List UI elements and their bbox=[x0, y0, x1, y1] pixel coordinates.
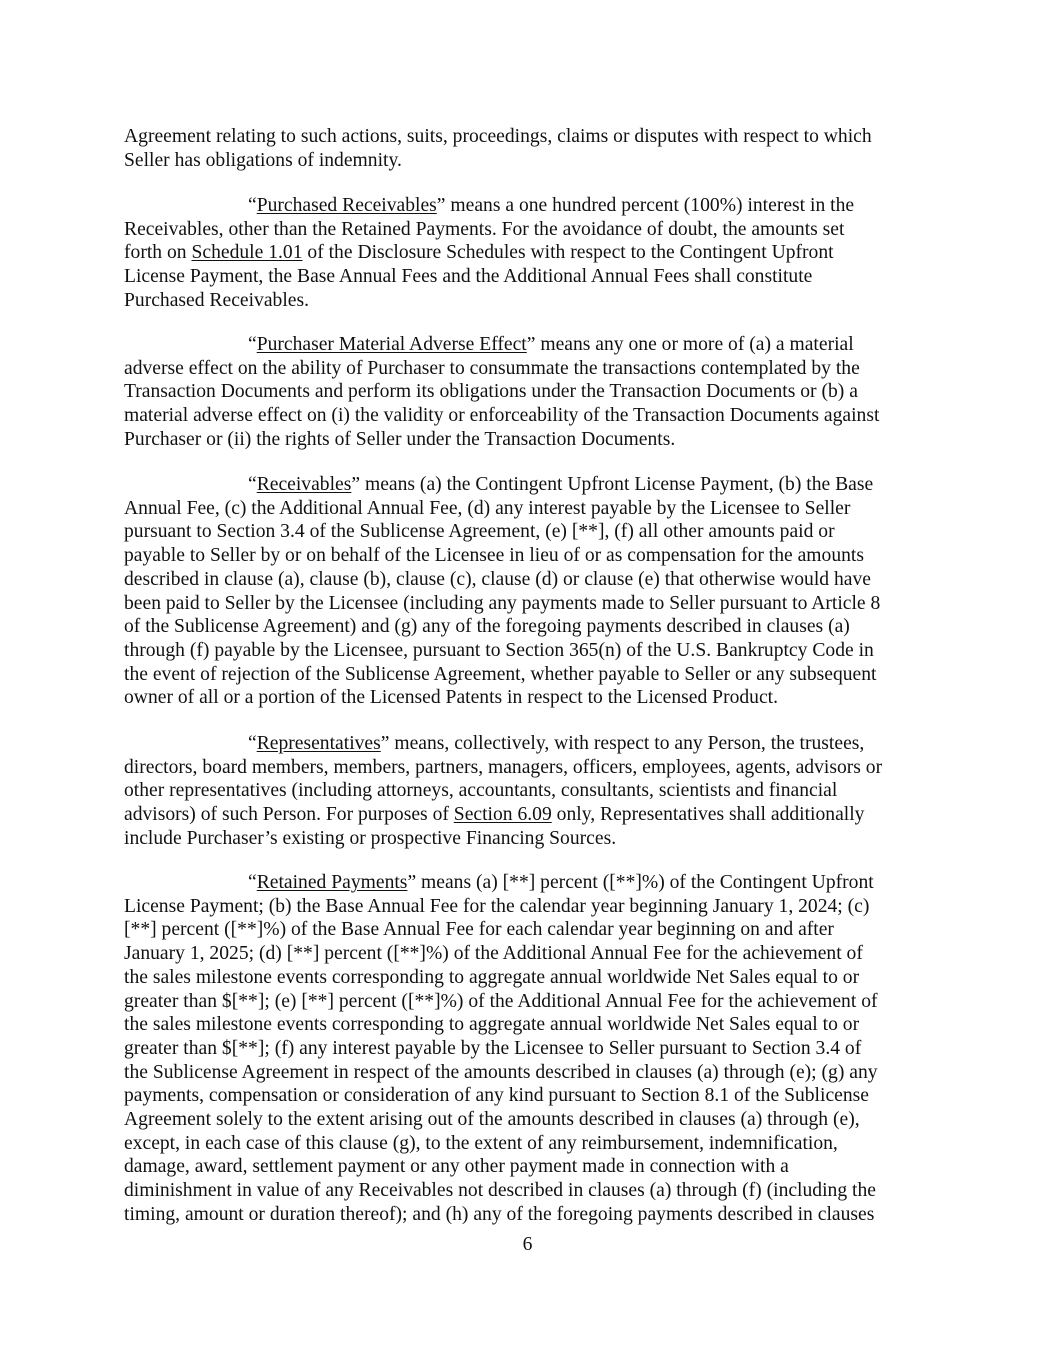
definition-purchaser-material-adverse-effect bbox=[124, 333, 930, 452]
text-segment: of the Disclosure Schedules with respect to the Contingent Upfront bbox=[302, 242, 834, 264]
text-line: owner of all or a portion of the Licensed Patents in respect to the Licensed Product. bbox=[124, 687, 779, 709]
text-line: pursuant to Section 3.4 of the Sublicense Agreement, (e) [**], (f) all other amounts paid or bbox=[124, 521, 835, 543]
definition-text: ” means (a) [**] percent ([**]%) of the Contingent Upfront bbox=[407, 872, 874, 893]
text-segment: only, Representatives shall additionally bbox=[551, 804, 865, 826]
text-line: payments, compensation or consideration of any kind pursuant to Section 8.1 of the Sublicense bbox=[124, 1085, 869, 1107]
definition-text: ” means any one or more of (a) a material bbox=[526, 334, 854, 355]
defined-term: Receivables bbox=[256, 474, 352, 495]
text-line: damage, award, settlement payment or any other payment made in connection with a bbox=[124, 1156, 789, 1178]
defined-term: Purchaser Material Adverse Effect bbox=[256, 334, 527, 355]
text-line: timing, amount or duration thereof); and (h) any of the foregoing payments described in clauses bbox=[124, 1203, 875, 1225]
text-line bbox=[124, 803, 930, 827]
text-line: Agreement relating to such actions, suits, proceedings, claims or disputes with respect to which bbox=[124, 126, 872, 147]
defined-term: Representatives bbox=[256, 733, 381, 754]
text-line: the Sublicense Agreement in respect of the amounts described in clauses (a) through (e); (g) any bbox=[124, 1061, 878, 1083]
text-line: [**] percent ([**]%) of the Base Annual Fee for each calendar year beginning on and after bbox=[124, 919, 834, 941]
definition-representatives bbox=[124, 732, 930, 851]
text-line: other representatives (including attorneys, accountants, consultants, scientists and financial bbox=[124, 780, 838, 802]
text-line: License Payment; (b) the Base Annual Fee for the calendar year beginning January 1, 2024; (c) bbox=[124, 895, 870, 917]
text-line: adverse effect on the ability of Purchaser to consummate the transactions contemplated by the bbox=[124, 357, 860, 379]
text-line: the sales milestone events corresponding to aggregate annual worldwide Net Sales equal to or bbox=[124, 1014, 860, 1036]
text-line: material adverse effect on (i) the validity or enforceability of the Transaction Documents against bbox=[124, 405, 880, 427]
text-segment: advisors) of such Person. For purposes of bbox=[124, 804, 454, 826]
defined-term: Purchased Receivables bbox=[256, 195, 437, 216]
page-number: 6 bbox=[522, 1234, 533, 1255]
schedule-reference: Schedule 1.01 bbox=[191, 242, 303, 264]
definition-receivables bbox=[124, 473, 930, 710]
text-line: through (f) payable by the Licensee, pursuant to Section 365(n) of the U.S. Bankruptcy Code in bbox=[124, 639, 874, 661]
paragraph-continuation bbox=[124, 125, 930, 172]
text-line: greater than $[**]; (f) any interest payable by the Licensee to Seller pursuant to Section 3.4 of bbox=[124, 1037, 862, 1059]
text-line: “Retained Payments” means (a) [**] percent ([**]%) of the Contingent Upfront bbox=[248, 872, 874, 893]
text-line: of the Sublicense Agreement) and (g) any of the foregoing payments described in clauses (a) bbox=[124, 616, 850, 638]
definition-text: ” means, collectively, with respect to any Person, the trustees, bbox=[380, 733, 865, 754]
text-line: Purchased Receivables. bbox=[124, 289, 309, 311]
text-line: Annual Fee, (c) the Additional Annual Fee, (d) any interest payable by the Licensee to Seller bbox=[124, 497, 851, 519]
text-line: Receivables, other than the Retained Payments. For the avoidance of doubt, the amounts set bbox=[124, 218, 845, 240]
text-line: Agreement solely to the extent arising out of the amounts described in clauses (a) through (e), bbox=[124, 1109, 860, 1131]
section-reference: Section 6.09 bbox=[453, 804, 552, 826]
text-line: “Representatives” means, collectively, with respect to any Person, the trustees, bbox=[248, 733, 865, 754]
text-line: January 1, 2025; (d) [**] percent ([**]%) of the Additional Annual Fee for the achievement of bbox=[124, 943, 863, 965]
text-line: License Payment, the Base Annual Fees and the Additional Annual Fees shall constitute bbox=[124, 266, 813, 288]
definition-purchased-receivables bbox=[124, 194, 930, 313]
text-line: “Purchaser Material Adverse Effect” means any one or more of (a) a material bbox=[248, 334, 854, 355]
text-line: been paid to Seller by the Licensee (including any payments made to Seller pursuant to Article 8 bbox=[124, 592, 881, 614]
text-line: Seller has obligations of indemnity. bbox=[124, 149, 402, 171]
text-line: the event of rejection of the Sublicense Agreement, whether payable to Seller or any subsequent bbox=[124, 663, 877, 685]
text-line: “Purchased Receivables” means a one hundred percent (100%) interest in the bbox=[248, 195, 855, 216]
text-line: directors, board members, members, partners, managers, officers, employees, agents, advisors or bbox=[124, 756, 883, 778]
text-line: include Purchaser’s existing or prospective Financing Sources. bbox=[124, 827, 617, 849]
defined-term: Retained Payments bbox=[256, 872, 408, 893]
text-line: payable to Seller by or on behalf of the Licensee in lieu of or as compensation for the amounts bbox=[124, 545, 864, 567]
text-line: Purchaser or (ii) the rights of Seller under the Transaction Documents. bbox=[124, 428, 676, 450]
text-line: “Receivables” means (a) the Contingent Upfront License Payment, (b) the Base bbox=[248, 474, 874, 495]
definition-text: ” means (a) the Contingent Upfront License Payment, (b) the Base bbox=[351, 474, 874, 495]
text-line: Transaction Documents and perform its obligations under the Transaction Documents or (b) a bbox=[124, 381, 858, 403]
text-line: except, in each case of this clause (g), to the extent of any reimbursement, indemnification, bbox=[124, 1132, 838, 1154]
text-line: the sales milestone events corresponding to aggregate annual worldwide Net Sales equal to or bbox=[124, 966, 860, 988]
text-line: described in clause (a), clause (b), clause (c), clause (d) or clause (e) that otherwise would have bbox=[124, 568, 871, 590]
text-line bbox=[124, 241, 930, 265]
text-line: diminishment in value of any Receivables not described in clauses (a) through (f) (including the bbox=[124, 1180, 876, 1202]
definition-text: ” means a one hundred percent (100%) interest in the bbox=[436, 195, 855, 216]
text-line: greater than $[**]; (e) [**] percent ([**]%) of the Additional Annual Fee for the achievement of bbox=[124, 990, 878, 1012]
definition-retained-payments bbox=[124, 871, 930, 1227]
text-segment: forth on bbox=[124, 242, 192, 264]
